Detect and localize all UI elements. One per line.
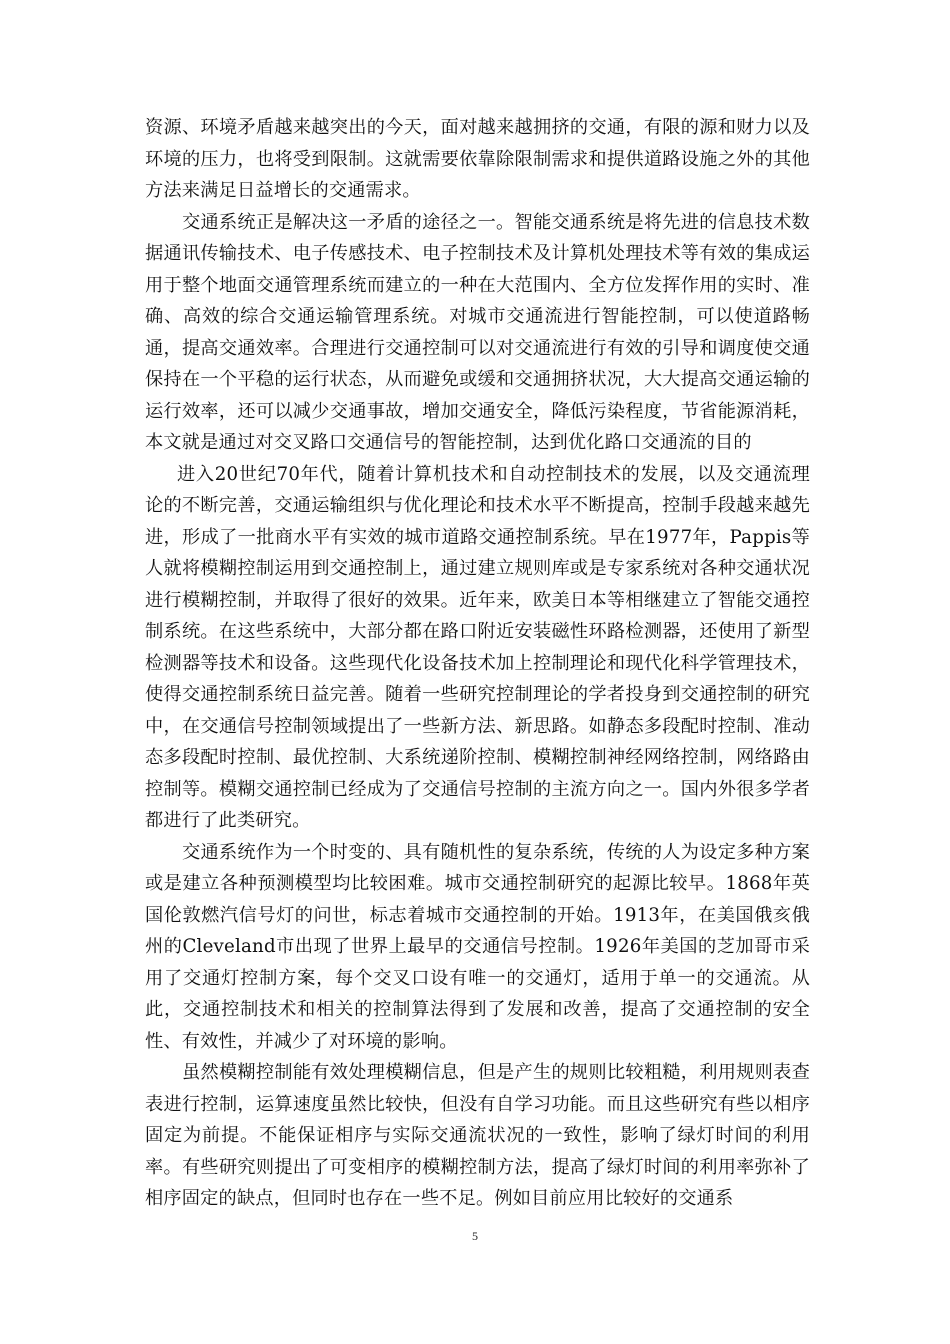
page-number: 5 — [472, 1229, 478, 1243]
paragraph-urban-control-origin: 交通系统作为一个时变的、具有随机性的复杂系统，传统的人为设定多种方案或是建立各种预测模型均比较困难。城市交通控制研究的起源比较早。1868年英国伦敦燃汽信号灯的问世，标志着城市交通控制的开始。1913年，在美国俄亥俄州的Cleveland市出现了世界上最早的交通信号控制。1926年美国的芝加哥市采用了交通灯控制方案，每个交叉口设有唯一的交通灯，适用于单一的交通流。从此，交通控制技术和相关的控制算法得到了发展和改善，提高了交通控制的安全性、有效性，并减少了对环境的影响。 — [145, 841, 810, 1052]
paragraph-intelligent-transport: 交通系统正是解决这一矛盾的途径之一。智能交通系统是将先进的信息技术数据通讯传输技术、电子传感技术、电子控制技术及计算机处理技术等有效的集成运用于整个地面交通管理系统而建立的一种在大范围内、全方位发挥作用的实时、准确、高效的综合交通运输管理系统。对城市交通流进行智能控制，可以使道路畅通，提高交通效率。合理进行交通控制可以对交通流进行有效的引导和调度使交通保持在一个平稳的运行状态，从而避免或缓和交通拥挤状况，大大提高交通运输的运行效率，还可以减少交通事故，增加交通安全，降低污染程度，节省能源消耗，本文就是通过对交叉路口交通信号的智能控制，达到优化路口交通流的目的 — [145, 211, 810, 453]
paragraph-continuation: 资源、环境矛盾越来越突出的今天，面对越来越拥挤的交通，有限的源和财力以及环境的压力，也将受到限制。这就需要依靠除限制需求和提供道路设施之外的其他方法来满足日益增长的交通需求。 — [145, 117, 810, 201]
body-text — [145, 112, 810, 1215]
paragraph-history-1970s: 进入20世纪70年代，随着计算机技术和自动控制技术的发展，以及交通流理论的不断完善，交通运输组织与优化理论和技术水平不断提高，控制手段越来越先进，形成了一批商水平有实效的城市道路交通控制系统。早在1977年，Pappis等人就将模糊控制运用到交通控制上，通过建立规则库或是专家系统对各种交通状况进行模糊控制，并取得了很好的效果。近年来，欧美日本等相继建立了智能交通控制系统。在这些系统中，大部分都在路口附近安装磁性环路检测器，还使用了新型检测器等技术和设备。这些现代化设备技术加上控制理论和现代化科学管理技术，使得交通控制系统日益完善。随着一些研究控制理论的学者投身到交通控制的研究中，在交通信号控制领域提出了一些新方法、新思路。如静态多段配时控制、准动态多段配时控制、最优控制、大系统递阶控制、模糊控制神经网络控制，网络路由控制等。模糊交通控制已经成为了交通信号控制的主流方向之一。国内外很多学者都进行了此类研究。 — [145, 463, 810, 831]
paragraph-fuzzy-control-limits: 虽然模糊控制能有效处理模糊信息，但是产生的规则比较粗糙，利用规则表查表进行控制，运算速度虽然比较快，但没有自学习功能。而且这些研究有些以相序固定为前提。不能保证相序与实际交通流状况的一致性，影响了绿灯时间的利用率。有些研究则提出了可变相序的模糊控制方法，提高了绿灯时间的利用率弥补了相序固定的缺点，但同时也存在一些不足。例如目前应用比较好的交通系 — [145, 1062, 810, 1209]
